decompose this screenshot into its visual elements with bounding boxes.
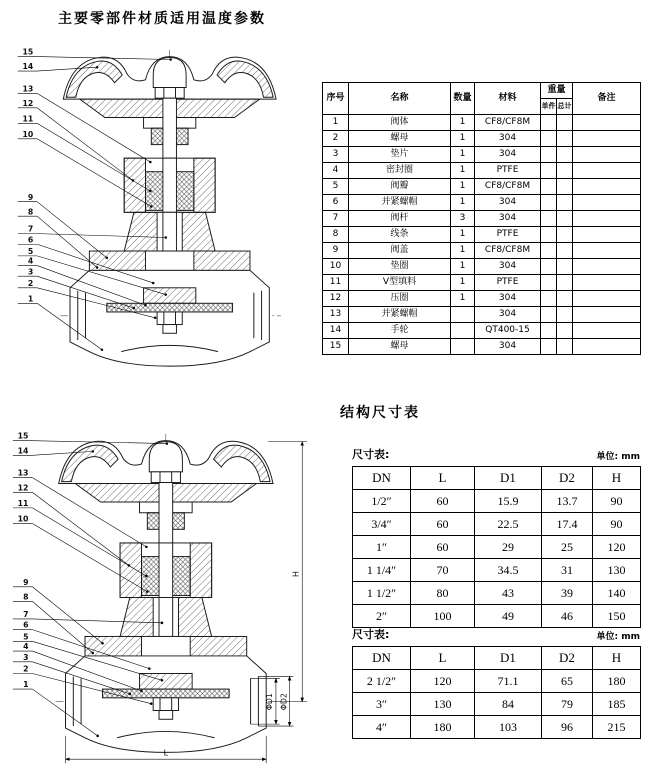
table-cell: 9 <box>323 243 349 259</box>
table-cell: 15 <box>323 339 349 355</box>
table-cell: 1 <box>451 243 475 259</box>
table-cell: 12 <box>323 291 349 307</box>
table-cell: 185 <box>593 693 641 716</box>
table-cell: 3 <box>323 147 349 163</box>
part-number-label: 4 <box>27 256 34 266</box>
table-cell <box>557 195 573 211</box>
table-cell: 304 <box>475 307 541 323</box>
table-cell <box>557 307 573 323</box>
table-cell: 2 <box>323 131 349 147</box>
part-number-label: 15 <box>22 47 34 57</box>
table-row <box>323 163 641 179</box>
table-row <box>353 536 641 559</box>
table-cell: 65 <box>542 670 593 693</box>
col-header-notes: 备注 <box>573 83 641 115</box>
table-row <box>353 513 641 536</box>
col-header-weight-single: 单件 <box>541 99 557 115</box>
table-cell: PTFE <box>475 163 541 179</box>
part-number-label: 13 <box>17 468 29 478</box>
table-cell: 90 <box>593 490 641 513</box>
table-cell <box>541 275 557 291</box>
table-cell <box>451 339 475 355</box>
table-cell <box>541 227 557 243</box>
table-cell: 13 <box>323 307 349 323</box>
table-cell <box>573 243 641 259</box>
page-title: 主要零部件材质适用温度参数 <box>58 11 266 27</box>
table-cell <box>573 259 641 275</box>
table-cell: 25 <box>542 536 593 559</box>
table-cell <box>557 243 573 259</box>
table-row <box>323 179 641 195</box>
table-cell <box>541 291 557 307</box>
table-cell: 1 1/2″ <box>353 582 411 605</box>
table-cell <box>541 259 557 275</box>
table-cell: 84 <box>475 693 542 716</box>
table-cell: 1 <box>451 147 475 163</box>
table-cell: 15.9 <box>475 490 542 513</box>
table-cell: 304 <box>475 291 541 307</box>
table-row <box>323 211 641 227</box>
table-cell: 5 <box>323 179 349 195</box>
table-cell: 阀体 <box>349 115 451 131</box>
table-cell: 7 <box>323 211 349 227</box>
table-cell <box>557 115 573 131</box>
part-number-label: 7 <box>27 224 34 234</box>
table-cell <box>541 195 557 211</box>
structure-section-title: 结构尺寸表 <box>340 405 420 421</box>
table-cell: 手轮 <box>349 323 451 339</box>
table-cell <box>451 323 475 339</box>
dim1-header-d2: D2 <box>542 467 593 490</box>
table-cell: 1/2″ <box>353 490 411 513</box>
table-cell: 71.1 <box>475 670 542 693</box>
part-number-label: 10 <box>22 129 34 139</box>
table-cell <box>557 147 573 163</box>
parts-table <box>322 82 641 355</box>
table-cell: 22.5 <box>475 513 542 536</box>
table-cell <box>557 227 573 243</box>
dim-table-2-unit: 单位: mm <box>596 632 640 642</box>
table-row <box>323 323 641 339</box>
table-cell <box>557 179 573 195</box>
col-header-material: 材料 <box>475 83 541 115</box>
table-cell: 1 1/4″ <box>353 559 411 582</box>
valve-dimension-diagram-bottom <box>5 428 315 767</box>
part-number-label: 8 <box>27 207 34 217</box>
table-cell: 90 <box>593 513 641 536</box>
part-number-label: 11 <box>17 498 29 508</box>
table-cell <box>557 211 573 227</box>
table-cell: PTFE <box>475 227 541 243</box>
part-number-label: 9 <box>27 192 34 202</box>
table-cell: 79 <box>542 693 593 716</box>
dim-table-2-body <box>353 670 641 739</box>
dim2-header-h: H <box>593 647 641 670</box>
dim2-header-dn: DN <box>353 647 411 670</box>
dim1-header-h: H <box>593 467 641 490</box>
part-number-label: 6 <box>27 235 34 245</box>
table-cell: 60 <box>411 536 475 559</box>
table-cell: 100 <box>411 605 475 628</box>
table-cell: CF8/CF8M <box>475 179 541 195</box>
table-cell <box>557 291 573 307</box>
dim2-header-l: L <box>411 647 475 670</box>
table-cell: 1 <box>451 195 475 211</box>
table-cell <box>541 339 557 355</box>
col-header-qty: 数量 <box>451 83 475 115</box>
table-cell: 180 <box>593 670 641 693</box>
table-cell <box>557 259 573 275</box>
table-cell <box>573 195 641 211</box>
table-cell: 39 <box>542 582 593 605</box>
table-cell <box>573 211 641 227</box>
part-number-label: 9 <box>23 577 29 587</box>
table-cell: 阀瓣 <box>349 179 451 195</box>
table-row <box>323 339 641 355</box>
table-row <box>323 243 641 259</box>
part-number-label: 15 <box>17 431 29 441</box>
table-cell: 1 <box>451 115 475 131</box>
table-cell <box>541 131 557 147</box>
table-cell: 17.4 <box>542 513 593 536</box>
table-cell: 1 <box>451 275 475 291</box>
table-cell: 1 <box>451 227 475 243</box>
part-number-label: 6 <box>23 620 29 630</box>
dim-label-h: H <box>291 571 301 578</box>
table-cell <box>573 179 641 195</box>
table-row <box>323 291 641 307</box>
dim-table-1-unit: 单位: mm <box>596 452 640 462</box>
table-row <box>323 195 641 211</box>
dim-table-2-caption: 尺寸表: <box>352 628 390 641</box>
dim-table-2 <box>352 646 641 739</box>
table-cell <box>573 323 641 339</box>
table-cell: 3 <box>451 211 475 227</box>
table-cell: 60 <box>411 513 475 536</box>
table-cell: 并紧螺帽 <box>349 195 451 211</box>
dim2-header-d1: D1 <box>475 647 542 670</box>
table-cell: PTFE <box>475 275 541 291</box>
part-number-label: 7 <box>23 609 29 619</box>
table-row <box>323 227 641 243</box>
table-cell <box>557 339 573 355</box>
table-cell: 6 <box>323 195 349 211</box>
table-cell: 垫圈 <box>349 259 451 275</box>
table-cell: 103 <box>475 716 542 739</box>
table-cell: 阀盖 <box>349 243 451 259</box>
table-cell: 43 <box>475 582 542 605</box>
table-cell <box>541 243 557 259</box>
table-cell <box>573 307 641 323</box>
table-row <box>353 716 641 739</box>
table-cell: 螺母 <box>349 339 451 355</box>
table-cell: 密封圈 <box>349 163 451 179</box>
table-cell: 29 <box>475 536 542 559</box>
table-cell <box>573 291 641 307</box>
dim-label-l: L <box>163 748 169 758</box>
table-cell: 120 <box>593 536 641 559</box>
table-cell <box>557 275 573 291</box>
table-cell: 1″ <box>353 536 411 559</box>
dim2-header-d2: D2 <box>542 647 593 670</box>
table-cell: 1 <box>451 291 475 307</box>
dim-label-d1: ΦD1 <box>265 693 275 711</box>
table-cell: 120 <box>411 670 475 693</box>
table-cell: 130 <box>411 693 475 716</box>
table-cell: 线条 <box>349 227 451 243</box>
dim-table-1-caption: 尺寸表: <box>352 448 390 461</box>
table-cell: 13.7 <box>542 490 593 513</box>
table-cell: CF8/CF8M <box>475 115 541 131</box>
table-cell <box>573 163 641 179</box>
table-cell: 1 <box>451 131 475 147</box>
table-cell: 180 <box>411 716 475 739</box>
table-cell: 304 <box>475 211 541 227</box>
table-cell <box>573 339 641 355</box>
table-cell <box>541 211 557 227</box>
part-number-label: 2 <box>27 278 34 288</box>
part-number-label: 13 <box>22 84 34 94</box>
part-number-label: 2 <box>23 664 29 674</box>
dim-table-1 <box>352 466 641 628</box>
table-cell: 304 <box>475 339 541 355</box>
table-row <box>353 605 641 628</box>
table-cell: 31 <box>542 559 593 582</box>
table-row <box>323 131 641 147</box>
valve-drawing <box>56 434 278 758</box>
table-cell: 304 <box>475 147 541 163</box>
col-header-name: 名称 <box>349 83 451 115</box>
part-number-label: 14 <box>17 446 29 456</box>
table-cell: 14 <box>323 323 349 339</box>
table-cell: 49 <box>475 605 542 628</box>
part-number-label: 11 <box>22 114 34 124</box>
col-header-weight-total: 总计 <box>557 99 573 115</box>
part-number-label: 12 <box>17 483 29 493</box>
table-cell: 压圈 <box>349 291 451 307</box>
part-number-label: 12 <box>22 98 34 108</box>
table-cell: 304 <box>475 195 541 211</box>
part-number-label: 4 <box>23 642 29 652</box>
table-cell: 垫片 <box>349 147 451 163</box>
parts-table-body <box>323 115 641 355</box>
table-cell <box>557 163 573 179</box>
table-cell: 3″ <box>353 693 411 716</box>
col-header-weight: 重量 <box>541 83 573 99</box>
table-cell: 螺母 <box>349 131 451 147</box>
table-cell <box>573 131 641 147</box>
part-number-label: 14 <box>22 62 34 72</box>
valve-section-diagram-top <box>10 44 310 371</box>
part-number-label: 1 <box>23 680 29 690</box>
table-row <box>323 275 641 291</box>
table-cell: V型填料 <box>349 275 451 291</box>
table-cell <box>557 323 573 339</box>
part-number-label: 8 <box>23 592 29 602</box>
table-cell: 304 <box>475 259 541 275</box>
part-number-label: 3 <box>27 267 34 277</box>
table-cell: 8 <box>323 227 349 243</box>
table-row <box>353 582 641 605</box>
table-cell: 3/4″ <box>353 513 411 536</box>
table-cell: 304 <box>475 131 541 147</box>
table-cell: 阀杆 <box>349 211 451 227</box>
table-cell: 60 <box>411 490 475 513</box>
table-cell <box>573 115 641 131</box>
table-cell <box>451 307 475 323</box>
part-number-label: 3 <box>23 652 29 662</box>
table-cell: 2″ <box>353 605 411 628</box>
dim1-header-d1: D1 <box>475 467 542 490</box>
table-cell: QT400-15 <box>475 323 541 339</box>
part-number-label: 10 <box>17 514 29 524</box>
table-cell: 并紧螺帽 <box>349 307 451 323</box>
table-cell <box>573 227 641 243</box>
table-cell: 80 <box>411 582 475 605</box>
dim1-header-l: L <box>411 467 475 490</box>
dim-table-1-body <box>353 490 641 628</box>
table-cell: 130 <box>593 559 641 582</box>
table-cell: 140 <box>593 582 641 605</box>
valve-drawing <box>60 50 281 369</box>
table-cell: 150 <box>593 605 641 628</box>
table-cell: 215 <box>593 716 641 739</box>
dim-label-d2: ΦD2 <box>279 693 289 711</box>
table-cell <box>541 307 557 323</box>
table-cell <box>541 323 557 339</box>
table-cell <box>573 147 641 163</box>
table-cell: 4 <box>323 163 349 179</box>
table-row <box>323 259 641 275</box>
part-number-label: 5 <box>27 246 34 256</box>
part-number-label: 1 <box>27 294 34 304</box>
col-header-no: 序号 <box>323 83 349 115</box>
table-cell: 70 <box>411 559 475 582</box>
table-cell: 34.5 <box>475 559 542 582</box>
table-row <box>353 670 641 693</box>
table-cell <box>573 275 641 291</box>
table-cell <box>557 131 573 147</box>
table-row <box>323 115 641 131</box>
table-row <box>353 490 641 513</box>
table-cell: 1 <box>451 163 475 179</box>
table-cell: 1 <box>451 259 475 275</box>
table-row <box>353 559 641 582</box>
part-number-label: 5 <box>23 632 29 642</box>
table-cell: 1 <box>451 179 475 195</box>
table-cell: CF8/CF8M <box>475 243 541 259</box>
table-cell: 2 1/2″ <box>353 670 411 693</box>
table-cell <box>541 147 557 163</box>
table-cell <box>541 115 557 131</box>
table-cell: 46 <box>542 605 593 628</box>
table-cell: 96 <box>542 716 593 739</box>
dim1-header-dn: DN <box>353 467 411 490</box>
table-row <box>353 693 641 716</box>
table-cell <box>541 163 557 179</box>
table-row <box>323 147 641 163</box>
table-cell: 10 <box>323 259 349 275</box>
table-cell <box>541 179 557 195</box>
table-cell: 1 <box>323 115 349 131</box>
table-cell: 4″ <box>353 716 411 739</box>
table-row <box>323 307 641 323</box>
table-cell: 11 <box>323 275 349 291</box>
